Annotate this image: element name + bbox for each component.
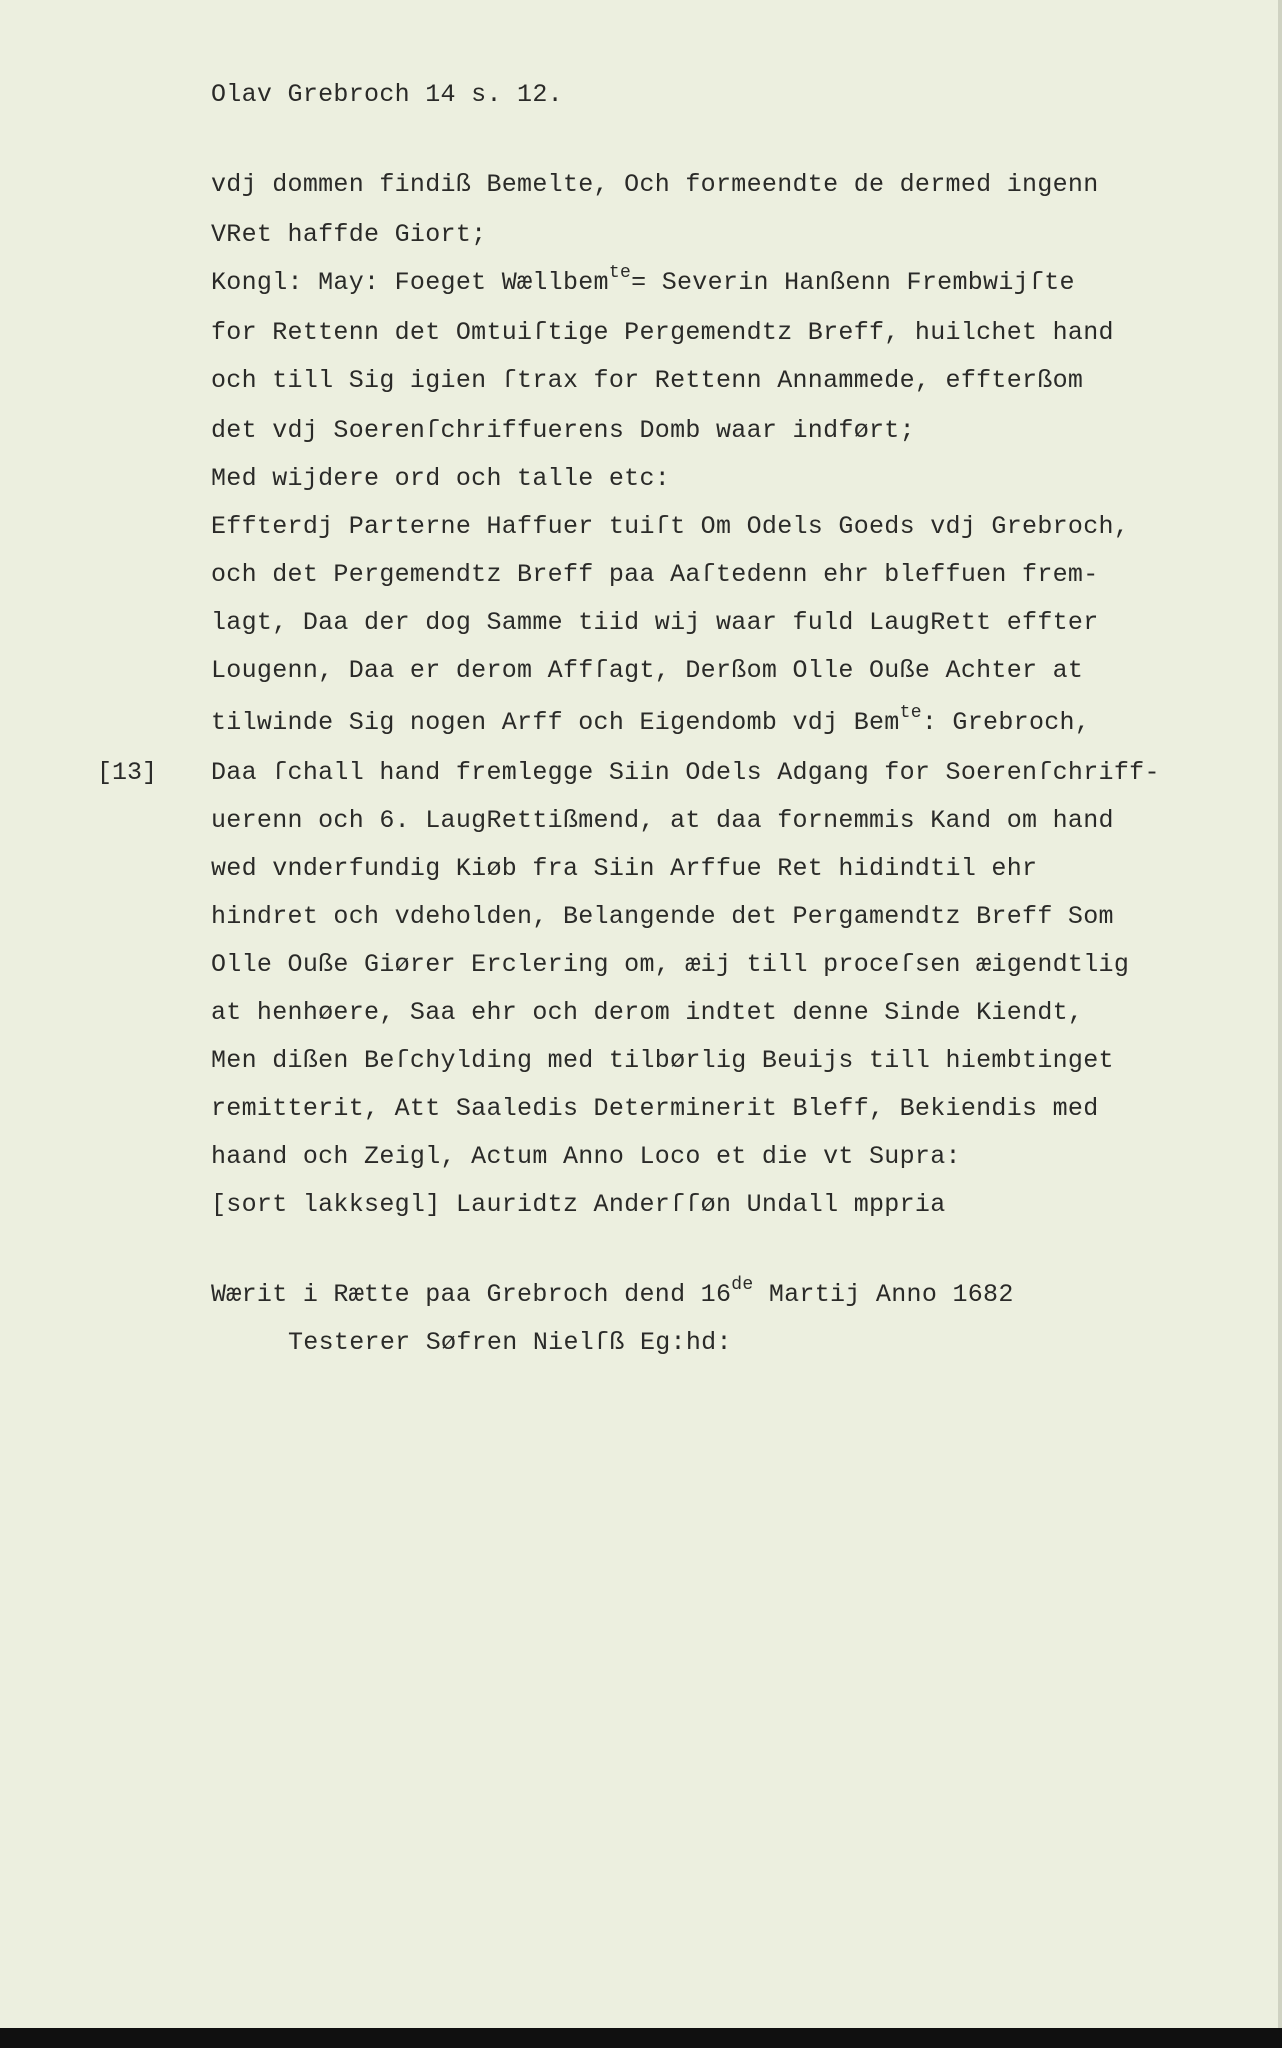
line-text: Olle Ouße Giører Erclering om, æij till proceſsen æigendtlig <box>211 950 1130 979</box>
line-text: tilwinde Sig nogen Arff och Eigendomb vdj Bem <box>211 708 900 737</box>
text-line <box>211 464 670 494</box>
text-line <box>211 262 1075 298</box>
line-text: och det Pergemendtz Breff paa Aaſtedenn ehr bleffuen frem- <box>211 560 1099 589</box>
text-line <box>211 1190 946 1220</box>
line-text: remitterit, Att Saaledis Determinerit Bleff, Bekiendis med <box>211 1094 1099 1123</box>
line-text: Wærit i Rætte paa Grebroch dend 16 <box>211 1280 732 1309</box>
text-line <box>211 1142 961 1172</box>
line-text: Med wijdere ord och talle etc: <box>211 464 671 493</box>
text-line <box>211 1274 1014 1310</box>
text-line <box>211 806 1114 836</box>
text-line <box>211 1094 1099 1124</box>
line-text: och till Sig igien ſtrax for Rettenn Annammede, effterßom <box>211 366 1084 395</box>
superscript: de <box>731 1274 754 1295</box>
margin-page-number: [13] <box>97 758 158 787</box>
text-line <box>288 1328 732 1358</box>
text-line <box>211 902 1114 932</box>
line-text: : Grebroch, <box>921 708 1091 737</box>
line-text: Martij Anno 1682 <box>753 1280 1014 1309</box>
line-text: det vdj Soerenſchriffuerens Domb waar indført; <box>211 416 915 445</box>
line-text: Daa ſchall hand fremlegge Siin Odels Adgang for Soerenſchriff- <box>211 758 1160 787</box>
text-line <box>211 560 1099 590</box>
line-text: at henhøere, Saa ehr och derom indtet denne Sinde Kiendt, <box>211 998 1084 1027</box>
faint-archive-stamp <box>650 14 770 30</box>
line-text: hindret och vdeholden, Belangende det Pergamendtz Breff Som <box>211 902 1114 931</box>
text-line <box>211 608 1099 638</box>
line-text: = Severin Hanßenn Frembwijſte <box>631 268 1075 297</box>
line-text: uerenn och 6. LaugRettißmend, at daa fornemmis Kand om hand <box>211 806 1114 835</box>
text-line <box>211 366 1083 396</box>
line-text: lagt, Daa der dog Samme tiid wij waar fuld LaugRett effter <box>211 608 1099 637</box>
text-line <box>211 758 1160 788</box>
line-text: Effterdj Parterne Haffuer tuiſt Om Odels Goeds vdj Grebroch, <box>211 512 1130 541</box>
text-line <box>211 1046 1114 1076</box>
page-right-edge <box>1278 0 1282 2048</box>
scan-bottom-border <box>0 2028 1282 2048</box>
page-header: Olav Grebroch 14 s. 12. <box>211 80 563 109</box>
text-line <box>211 512 1129 542</box>
text-line <box>211 416 915 446</box>
line-text: wed vnderfundig Kiøb fra Siin Arffue Ret hidindtil ehr <box>211 854 1038 883</box>
text-line <box>211 854 1037 884</box>
text-line <box>211 220 486 250</box>
text-line <box>211 318 1114 348</box>
line-text: Lougenn, Daa er derom Affſagt, Derßom Olle Ouße Achter at <box>211 656 1084 685</box>
text-line <box>211 170 1099 200</box>
superscript: te <box>608 262 632 283</box>
text-line <box>211 998 1083 1028</box>
text-line <box>211 656 1083 686</box>
text-line <box>211 950 1129 980</box>
line-text: Testerer Søfren Nielſß Eg:hd: <box>288 1328 732 1357</box>
line-text: VRet haffde Giort; <box>211 220 487 249</box>
text-line <box>211 702 1091 738</box>
superscript: te <box>899 702 922 723</box>
line-text: Kongl: May: Foeget Wællbem <box>211 268 609 297</box>
line-text: haand och Zeigl, Actum Anno Loco et die vt Supra: <box>211 1142 961 1171</box>
line-text: for Rettenn det Omtuiſtige Pergemendtz Breff, huilchet hand <box>211 318 1114 347</box>
line-text: Men dißen Beſchylding med tilbørlig Beuijs till hiembtinget <box>211 1046 1114 1075</box>
line-text: [sort lakksegl] Lauridtz Anderſſøn Undall mppria <box>211 1190 946 1219</box>
line-text: vdj dommen findiß Bemelte, Och formeendte de dermed ingenn <box>211 170 1099 199</box>
